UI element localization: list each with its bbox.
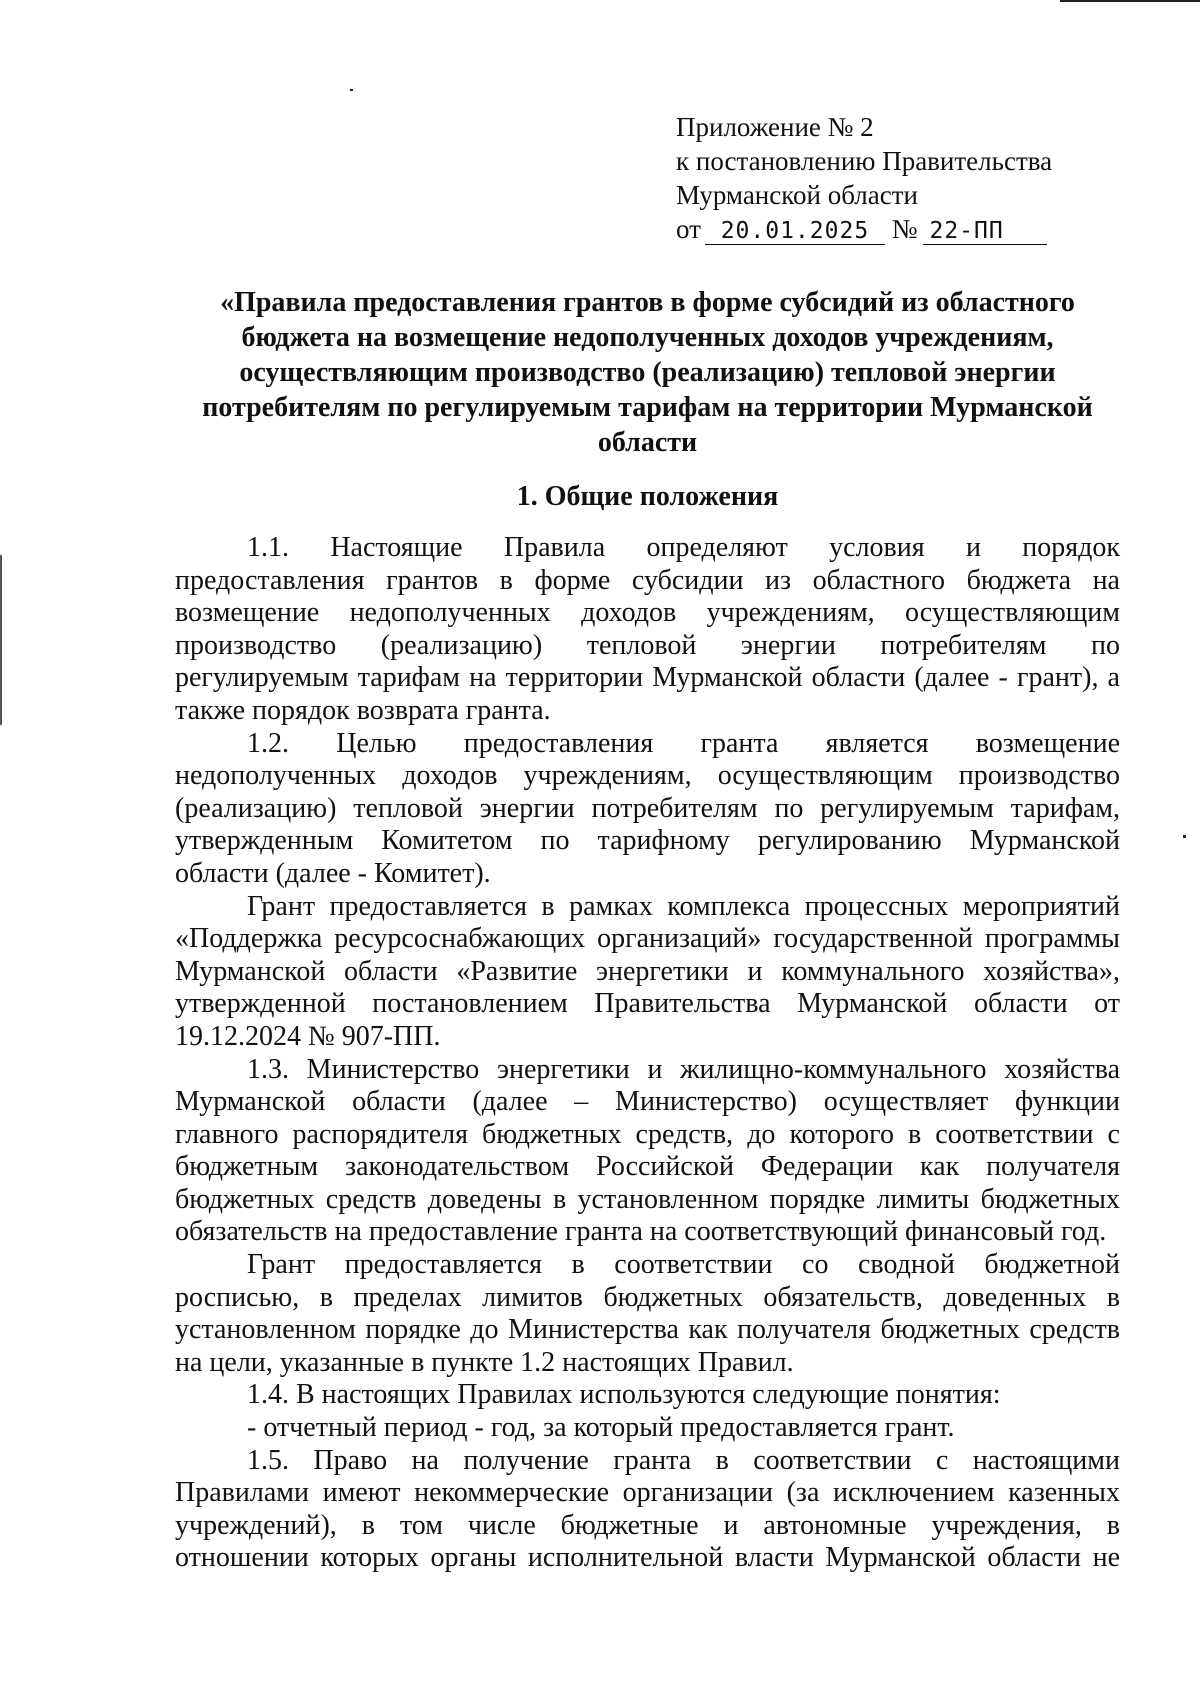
appendix-line-2: к постановлению Правительства	[676, 146, 1053, 176]
number-prefix: №	[891, 214, 918, 244]
body-line: 1.5. Право на получение гранта в соответствии с настоящими	[247, 1444, 1120, 1476]
body-line: недополученных доходов учреждениям, осуществляющим производство	[175, 760, 1120, 792]
body-line: возмещение недополученных доходов учреждениям, осуществляющим	[175, 597, 1120, 629]
body-line: отношении которых органы исполнительной власти Мурманской области не	[175, 1542, 1120, 1574]
resolution-date: 20.01.2025	[705, 218, 885, 245]
title-line: осуществляющим производство (реализацию) тепловой энергии	[239, 357, 1056, 388]
body-line: учреждений), в том числе бюджетные и автономные учреждения, в	[175, 1509, 1120, 1541]
body-line: бюджетным законодательством Российской Федерации как получателя	[175, 1151, 1120, 1183]
body-line: 1.1. Настоящие Правила определяют условия и порядок	[247, 532, 1120, 563]
date-prefix: от	[676, 214, 701, 244]
body-line: утвержденной постановлением Правительства Мурманской области от	[175, 988, 1120, 1020]
appendix-header	[676, 110, 1052, 246]
scan-mark-right-dot	[1183, 835, 1186, 838]
title-line: «Правила предоставления грантов в форме субсидий из областного	[220, 287, 1075, 318]
title-line: области	[597, 427, 698, 458]
body-line: области (далее - Комитет).	[175, 857, 491, 889]
body-line: (реализацию) тепловой энергии потребителям по регулируемым тарифам,	[175, 792, 1120, 824]
appendix-date-line	[676, 212, 1052, 246]
body-line: Правилами имеют некоммерческие организации (за исключением казенных	[175, 1477, 1120, 1509]
document-body	[175, 532, 1120, 1575]
body-line: также порядок возврата гранта.	[175, 694, 551, 726]
body-line: обязательств на предоставление гранта на соответствующий финансовый год.	[175, 1216, 1107, 1248]
scan-mark-top-right	[1060, 0, 1200, 2]
body-line: Мурманской области (далее – Министерство) осуществляет функции	[175, 1086, 1120, 1118]
body-line: главного распорядителя бюджетных средств, до которого в соответствии с	[175, 1118, 1120, 1150]
appendix-line-3: Мурманской области	[676, 180, 918, 210]
body-line: на цели, указанные в пункте 1.2 настоящих Правил.	[175, 1346, 794, 1378]
body-line: - отчетный период - год, за который предоставляется грант.	[247, 1412, 955, 1444]
body-line: 19.12.2024 № 907-ПП.	[175, 1020, 441, 1052]
document-title	[175, 285, 1120, 460]
body-line: «Поддержка ресурсоснабжающих организаций» государственной программы	[175, 923, 1120, 955]
appendix-line-1: Приложение № 2	[676, 112, 874, 142]
body-line: бюджетных средств доведены в установленном порядке лимиты бюджетных	[175, 1183, 1120, 1215]
title-line: потребителям по регулируемым тарифам на территории Мурманской	[202, 392, 1093, 423]
body-line: Мурманской области «Развитие энергетики и коммунального хозяйства»,	[175, 955, 1120, 987]
body-line: 1.4. В настоящих Правилах используются следующие понятия:	[247, 1379, 1001, 1411]
body-line: производство (реализацию) тепловой энергии потребителям по	[175, 629, 1120, 661]
resolution-number: 22-ПП	[923, 218, 1047, 245]
body-line: 1.3. Министерство энергетики и жилищно-коммунального хозяйства	[247, 1053, 1120, 1085]
scan-mark-left-edge	[0, 555, 2, 725]
body-line: установленном порядке до Министерства как получателя бюджетных средств	[175, 1314, 1120, 1346]
body-line: предоставления грантов в форме субсидии из областного бюджета на	[175, 564, 1120, 596]
scan-mark-dot	[350, 89, 353, 91]
section-heading: 1. Общие положения	[516, 481, 779, 512]
body-line: Грант предоставляется в соответствии со сводной бюджетной	[247, 1249, 1120, 1281]
body-line: Грант предоставляется в рамках комплекса процессных мероприятий	[247, 890, 1120, 922]
body-line: регулируемым тарифам на территории Мурманской области (далее - грант), а	[175, 662, 1120, 694]
body-line: росписью, в пределах лимитов бюджетных обязательств, доведенных в	[175, 1281, 1120, 1313]
title-line: бюджета на возмещение недополученных доходов учреждениям,	[241, 322, 1054, 353]
body-line: утвержденным Комитетом по тарифному регулированию Мурманской	[175, 825, 1120, 857]
body-line: 1.2. Целью предоставления гранта является возмещение	[247, 727, 1120, 759]
